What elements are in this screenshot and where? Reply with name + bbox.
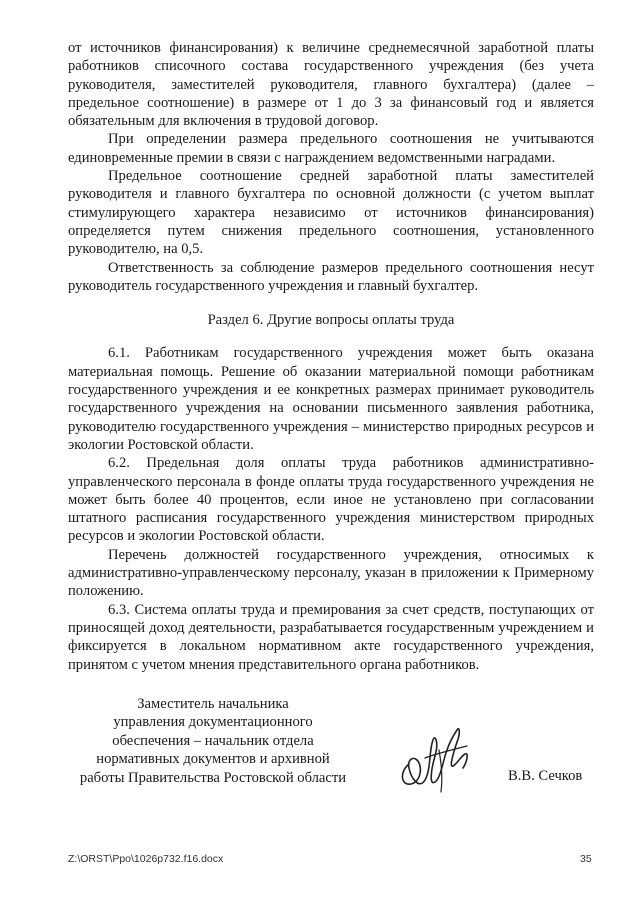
paragraph: При определении размера предельного соотношения не учитываются единовременные премии в связи с награждением ведомственными наградами.	[68, 131, 594, 166]
handwritten-signature-icon	[395, 720, 485, 800]
signer-position	[68, 695, 358, 787]
signer-position-line: обеспечения – начальник отдела	[112, 732, 314, 749]
signer-position-line: нормативных документов и архивной	[96, 751, 330, 768]
paragraphs-before	[68, 39, 594, 295]
signer-position-line: управления документационного	[113, 714, 313, 731]
page-number: 35	[580, 853, 592, 865]
signer-name: В.В. Сечков	[508, 768, 583, 784]
signer-position-line: Заместитель начальника	[137, 696, 289, 712]
paragraph: 6.3. Система оплаты труда и премирования за счет средств, поступающих от приносящей доход деятельности, разрабатывается государственным учреждением и фиксируется в локальном нормативном акте государственного учреждения, принятом с учетом мнения представительного органа работников.	[68, 601, 594, 673]
paragraph: Ответственность за соблюдение размеров предельного соотношения несут руководитель государственного учреждения и главный бухгалтер.	[68, 259, 594, 294]
paragraphs-after	[68, 344, 594, 673]
footer-file-path: Z:\ORST\Ppo\1026p732.f16.docx	[68, 853, 224, 865]
paragraph: 6.1. Работникам государственного учреждения может быть оказана материальная помощь. Решение об оказании материальной помощи работникам государственного учреждения и ее конкретных размерах принимает руководитель государственного учреждения на основании письменного заявления работника, руководителю государственного учреждения – министерство природных ресурсов и экологии Ростовской области.	[68, 345, 594, 453]
document-body	[68, 39, 594, 674]
signer-position-line: работы Правительства Ростовской области	[79, 769, 347, 786]
section-heading: Раздел 6. Другие вопросы оплаты труда	[207, 312, 455, 329]
paragraph: Предельное соотношение средней заработной платы заместителей руководителя и главного бухгалтера по основной должности (с учетом выплат стимулирующего характера независимо от источников финансирования) определяется путем снижения предельного соотношения, установленного руководителю, на 0,5.	[68, 168, 594, 258]
paragraph: от источников финансирования) к величине среднемесячной заработной платы работников списочного состава государственного учреждения (без учета руководителя, заместителей руководителя, главного бухгалтера) (далее – предельное соотношение) в размере от 1 до 3 за финансовый год и является обязательным для включения в трудовой договор.	[68, 40, 594, 130]
paragraph: Перечень должностей государственного учреждения, относимых к административно-управленческому персоналу, указан в приложении к Примерному положению.	[68, 546, 594, 600]
paragraph: 6.2. Предельная доля оплаты труда работников административно-управленческого персонала в фонде оплаты труда государственного учреждения не может быть более 40 процентов, если иное не установлено при согласовании штатного расписания государственного учреждения министерством природных ресурсов и экологии Ростовской области.	[68, 455, 594, 545]
